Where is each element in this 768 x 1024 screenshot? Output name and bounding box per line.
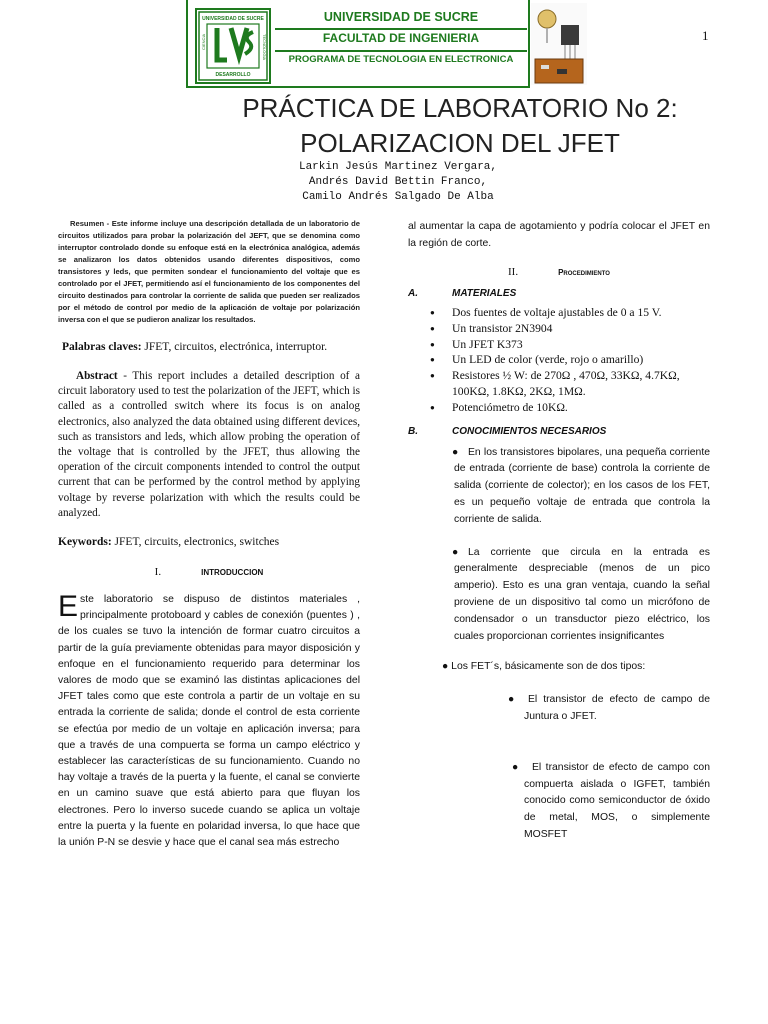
abstract-paragraph (58, 369, 360, 521)
bullet-dot: ● (452, 446, 459, 458)
section-title: INTRODUCCION (201, 568, 264, 578)
palabras-label: Palabras claves: (62, 341, 145, 353)
bullet-paragraph-4 (408, 692, 710, 726)
section-heading-introduccion (58, 566, 360, 578)
subsection-conocimientos (408, 426, 710, 437)
bullet-dot: ● (452, 546, 459, 558)
list-item: ● Resistores ½ W: de 270Ω , 470Ω, 33KΩ, 4.7KΩ, 100KΩ, 1.8KΩ, 2KΩ, 1MΩ. (408, 368, 710, 400)
subsection-letter: B. (408, 425, 418, 437)
introduction-paragraph (58, 592, 360, 851)
list-item: ● Un transistor 2N3904 (408, 321, 710, 337)
bullet-text: Los FET´s, básicamente son de dos tipos: (451, 661, 646, 673)
drop-cap: E (58, 590, 79, 624)
bullet-text: El transistor de efecto de campo con compuerta aislada o IGFET, también conocido como semiconductor de óxido de metal, MOS, o simplemente MOSFET (524, 761, 710, 840)
palabras-text: JFET, circuitos, electrónica, interruptor. (144, 341, 328, 353)
author-1: Larkin Jesús Martinez Vergara, (298, 161, 498, 173)
section-number: I. (154, 566, 162, 579)
bullet-dot: ● (508, 694, 515, 706)
right-column (408, 218, 710, 844)
list-item: ● Un LED de color (verde, rojo o amarillo) (408, 352, 710, 368)
section-title: Procedimiento (558, 268, 610, 277)
keywords (58, 535, 360, 550)
introduction-text: ste laboratorio se dispuso de distintos materiales , principalmente protoboard y cables de conexión (puentes ) , de los cuales se tuvo la intención de formar cuatro circuitos a partir de la guía previamente obtenidas para mayor disposición y enfoque en el funcionamiento requerido para determinar los valores de modo que se examinó las distintas aplicaciones del JFET tales como que este controla a partir de un voltaje en su entrada la corriente de salida; donde el control de esta corriente se efectúa por medio de un voltaje en aplicación inversa; para que a través de una compuerta se forma un campo eléctrico y establecer las características de su funcionamiento. Cuando no hay voltaje a través de la puerta y la fuente, el canal se convierte en un camino suave que está abierto para que fluyan los electrones. Pero lo inverso sucede cuando se aplica un voltaje entre la puerta y la fuente en polaridad inversa, lo que hace que la unión P-N se desvie y hace que el canal sea más estrecho (58, 594, 360, 849)
continued-paragraph: al aumentar la capa de agotamiento y podría colocar el JFET en la región de corte. (408, 221, 710, 249)
section-number: II. (508, 266, 519, 278)
header-text-block (275, 0, 527, 88)
keywords-label: Keywords: (58, 536, 115, 549)
subsection-letter: A. (408, 288, 418, 299)
abstract-label: Abstract (76, 370, 118, 382)
university-name: UNIVERSIDAD DE SUCRE (323, 10, 479, 24)
resumen-text: Este informe incluye una descripción detallada de un laboratorio de circuitos utilizados para probar la polarización del JEFT, que se denomina como interruptor controlado donde su enfoque está en la electrónica analógica, además se analizaron los datos obtenidos usando diferentes dispositivos, como transistores y leds, que permiten sondear el funcionamiento del voltaje que es controlado por el JFET, permitiendo así el funcionamiento de los componentes del circuito destinados para controlar la corriente de salida que pueden ser realizados por el método de control por medio de la aplicación de voltaje por polarización inversa con el que se pudieron analizar los resultados. (58, 219, 360, 324)
electronic-components-image (531, 3, 587, 85)
list-item: ● Potenciómetro de 10KΩ. (408, 400, 710, 416)
logo-ciencia-text: CIENCIA (201, 33, 206, 50)
logo-university-text: UNIVERSIDAD DE SUCRE (202, 16, 264, 22)
page-number: 1 (702, 28, 709, 43)
bullet-dot: ● (512, 761, 519, 773)
header-divider (275, 50, 527, 52)
palabras-claves (58, 340, 360, 355)
bullet-text: En los transistores bipolares, una pequeña corriente de entrada (corriente de base) controla la corriente de salida (corriente de colector); en los casos de los FET, es un pequeño voltaje de entrada que controla la corriente de salida. (454, 446, 710, 525)
author-list (228, 160, 568, 205)
bullet-text: La corriente que circula en la entrada es generalmente despreciable (menos de un pico amperio). Esto es una gran ventaja, cuando la señal proviene de un dispositivo tal como un micrófono de condensador o un transductor piezo eléctrico, los cuales proporcionan corrientes insignificantes (454, 546, 710, 642)
subsection-title: MATERIALES (452, 288, 517, 299)
subsection-title: CONOCIMIENTOS NECESARIOS (452, 425, 607, 437)
bullet-paragraph-3 (408, 659, 710, 676)
bullet-dot: ● (442, 661, 452, 673)
author-2: Andrés David Bettin Franco, (308, 176, 488, 188)
list-item: ● Dos fuentes de voltaje ajustables de 0 a 15 V. (408, 305, 710, 321)
header-divider (275, 28, 527, 30)
section-heading-procedimiento (408, 266, 710, 278)
faculty-name: FACULTAD DE INGENIERIA (322, 31, 480, 45)
author-3: Camilo Andrés Salgado De Alba (302, 191, 494, 203)
university-logo (195, 8, 271, 84)
resumen-label: Resumen - (70, 219, 112, 228)
page-title-line-2: POLARIZACION DEL JFET (300, 128, 620, 158)
keywords-text: JFET, circuits, electronics, switches (114, 536, 280, 549)
abstract-text: - This report includes a detailed description of a circuit laboratory used to test the polarization of the JEFT, which is called as a controlled switch where its focus is on analog electronics, also analyzed the data obtained using different devices, such as transistors and leds, which allow probing the operation of the voltage that is controlled by the JFET, thus allowing the operation of the circuit components intended to control the output current that can be performed by the control method by applying voltage by reverse polarization with which the results could be analyzed. (58, 370, 360, 519)
bullet-paragraph-5 (408, 760, 710, 844)
resumen-paragraph (58, 218, 360, 326)
bullet-paragraph-1 (408, 445, 710, 529)
list-item: ● Un JFET K373 (408, 337, 710, 353)
logo-desarrollo-text: DESARROLLO (215, 72, 251, 78)
bullet-text: El transistor de efecto de campo de Juntura o JFET. (524, 694, 710, 722)
bullet-paragraph-2 (408, 545, 710, 646)
materials-list (408, 305, 710, 416)
subsection-materiales (408, 288, 710, 299)
left-column (58, 218, 360, 851)
page-title-line-1: PRÁCTICA DE LABORATORIO No 2: (242, 93, 678, 123)
program-name: PROGRAMA DE TECNOLOGIA EN ELECTRONICA (288, 54, 514, 65)
logo-tecnologia-text: TECNOLOGIA (262, 34, 267, 61)
